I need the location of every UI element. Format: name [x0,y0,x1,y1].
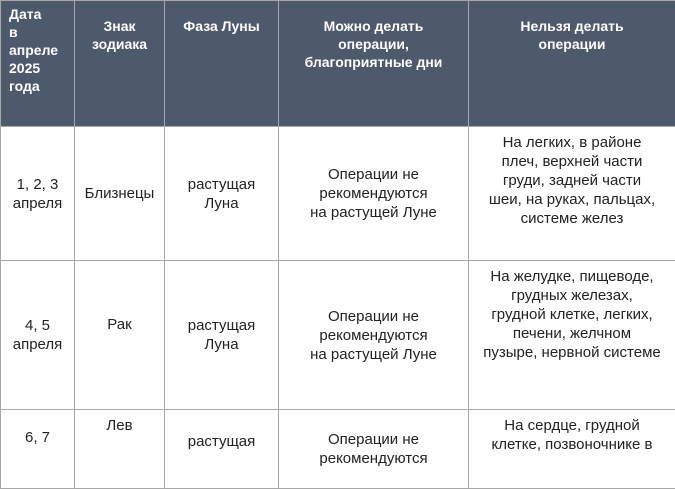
cell-moon-phase: растущая Луна [165,127,279,261]
cell-forbidden: На легких, в районе плеч, верхней части груди, задней части шеи, на руках, пальцах, системе желез [469,127,675,261]
header-favorable-days: Можно делать операции, благоприятные дни [279,1,469,127]
cell-zodiac-sign: Рак [75,261,165,410]
cell-forbidden: На сердце, грудной клетке, позвоночнике в [469,410,675,489]
table-row [1,127,675,261]
cell-zodiac-sign: Лев [75,410,165,489]
cell-date: 1, 2, 3 апреля [1,127,75,261]
header-forbidden-operations: Нельзя делать операции [469,1,675,127]
cell-zodiac-sign: Близнецы [75,127,165,261]
header-moon-phase: Фаза Луны [165,1,279,127]
table-header-row [1,1,675,127]
cell-favorable: Операции не рекомендуются на растущей Луне [279,261,469,410]
cell-forbidden: На желудке, пищеводе, грудных железах, грудной клетке, легких, печени, желчном пузыре, нервной системе [469,261,675,410]
cell-date: 4, 5 апреля [1,261,75,410]
table-row [1,410,675,489]
header-date: Дата в апреле 2025 года [1,1,75,127]
table-row [1,261,675,410]
cell-favorable: Операции не рекомендуются на растущей Луне [279,127,469,261]
header-zodiac-sign: Знак зодиака [75,1,165,127]
cell-date: 6, 7 [1,410,75,489]
cell-favorable: Операции не рекомендуются [279,410,469,489]
cell-moon-phase: растущая [165,410,279,489]
cell-moon-phase: растущая Луна [165,261,279,410]
